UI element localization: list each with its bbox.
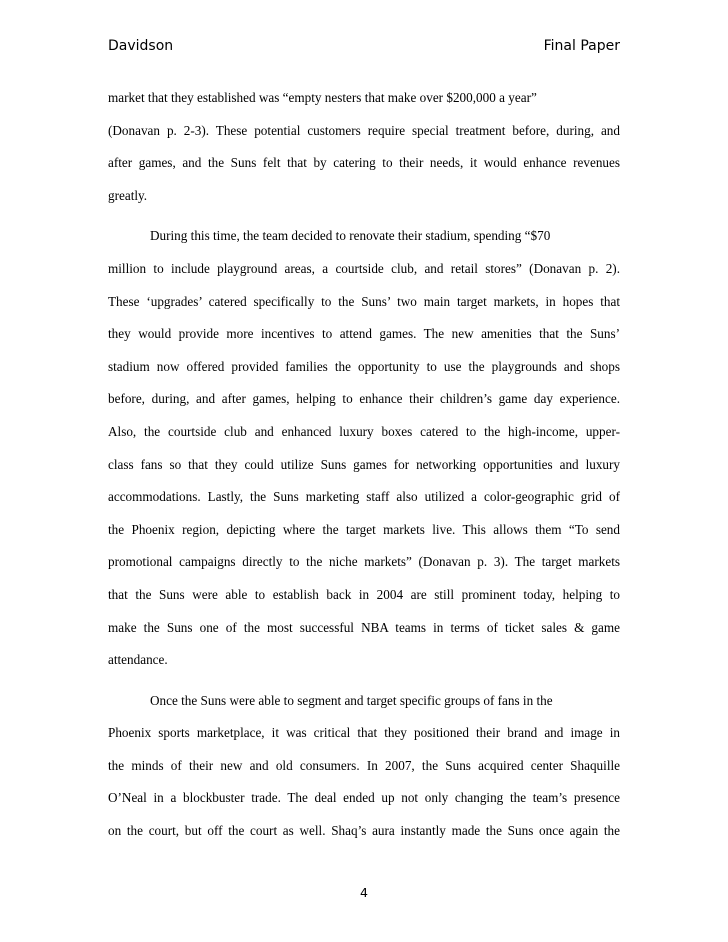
text-line: accommodations. Lastly, the Suns marketing staff also utilized a color-geographic grid of: [108, 489, 620, 505]
text-line: During this time, the team decided to renovate their stadium, spending “$70: [150, 228, 551, 244]
text-line: Phoenix sports marketplace, it was critical that they positioned their brand and image in: [108, 725, 620, 741]
text-line: attendance.: [108, 652, 168, 668]
paragraph: [108, 220, 620, 676]
text-line: Once the Suns were able to segment and target specific groups of fans in the: [150, 692, 553, 708]
text-line: class fans so that they could utilize Suns games for networking opportunities and luxury: [108, 456, 620, 472]
header-author: Davidson: [108, 38, 174, 54]
text-line: after games, and the Suns felt that by catering to their needs, it would enhance revenues: [108, 155, 620, 171]
page-header: [108, 38, 620, 58]
text-line: that the Suns were able to establish back in 2004 are still prominent today, helping to: [108, 586, 620, 602]
document-body: [108, 82, 620, 848]
page-number: 4: [360, 885, 368, 900]
header-title: Final Paper: [543, 38, 620, 54]
text-line: promotional campaigns directly to the niche markets” (Donavan p. 3). The target markets: [108, 554, 620, 570]
text-line: before, during, and after games, helping to enhance their children’s game day experience.: [108, 391, 620, 407]
text-line: market that they established was “empty nesters that make over $200,000 a year”: [108, 90, 537, 105]
text-line: These ‘upgrades’ catered specifically to the Suns’ two main target markets, in hopes that: [108, 293, 620, 309]
text-line: greatly.: [108, 187, 148, 203]
paragraph: [108, 82, 620, 212]
text-line: Also, the courtside club and enhanced luxury boxes catered to the high-income, upper-: [108, 423, 620, 439]
text-line: (Donavan p. 2-3). These potential customers require special treatment before, during, and: [108, 122, 620, 138]
text-line: make the Suns one of the most successful NBA teams in terms of ticket sales & game: [108, 619, 620, 635]
text-line: the Phoenix region, depicting where the target markets live. This allows them “To send: [108, 521, 620, 537]
text-line: the minds of their new and old consumers. In 2007, the Suns acquired center Shaquille: [108, 757, 620, 773]
text-line: million to include playground areas, a courtside club, and retail stores” (Donavan p. 2).: [108, 260, 620, 276]
text-line: O’Neal in a blockbuster trade. The deal ended up not only changing the team’s presence: [108, 790, 620, 806]
paragraph: [108, 685, 620, 848]
text-line: stadium now offered provided families the opportunity to use the playgrounds and shops: [108, 358, 620, 374]
text-line: on the court, but off the court as well. Shaq’s aura instantly made the Suns once again the: [108, 823, 620, 839]
text-line: they would provide more incentives to attend games. The new amenities that the Suns’: [108, 326, 620, 342]
